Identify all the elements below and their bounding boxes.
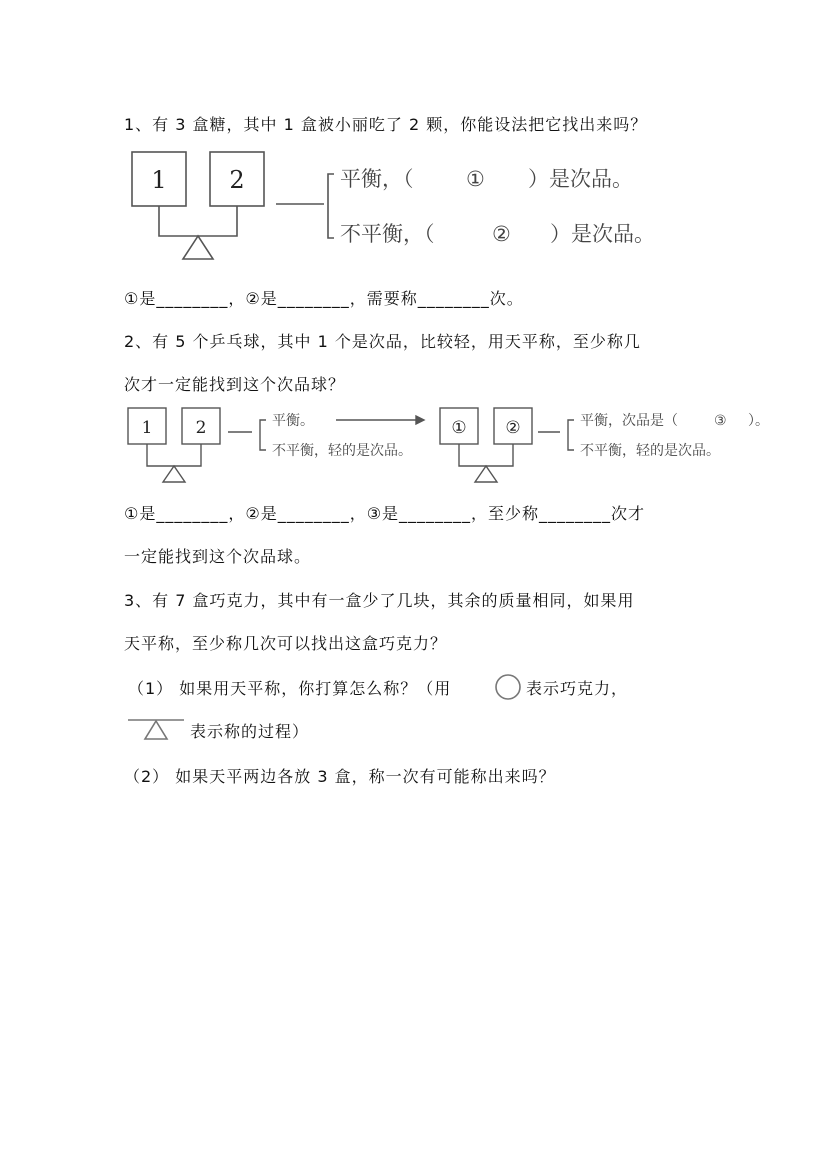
q1-branch-balanced-mark: ① — [466, 167, 485, 191]
question-3-sub-1-line-2: 表示称的过程） — [190, 722, 310, 741]
q1-balance-beam — [159, 206, 237, 236]
q1-fulcrum-triangle — [183, 236, 213, 259]
question-2-answer-line-2: 一定能找到这个次品球。 — [124, 547, 312, 566]
q2-fulcrum-triangle-2 — [475, 466, 497, 482]
q2-branch-balanced: 平衡。 — [272, 413, 314, 429]
question-3-sub-1-part-1: （1） 如果用天平称，你打算怎么称？（用 — [128, 679, 452, 698]
q2-balance-beam-1 — [147, 444, 201, 466]
q2-box-1-label: 1 — [141, 418, 153, 438]
q2-branch-unbalanced: 不平衡，轻的是次品。 — [272, 443, 412, 459]
question-2-answer-line-1: ①是________，②是________，③是________，至少称________次才 — [124, 504, 646, 523]
question-1-text: 1、有 3 盒糖，其中 1 盒被小丽吃了 2 颗，你能设法把它找出来吗？ — [124, 115, 648, 134]
q2-fulcrum-triangle-1 — [163, 466, 185, 482]
q2-branch2-unbalanced: 不平衡，轻的是次品。 — [580, 443, 720, 459]
question-2-text-line-1: 2、有 5 个乒乓球，其中 1 个是次品，比较轻，用天平称，至少称几 — [124, 332, 641, 351]
q2-branch2-balanced: 平衡，次品是（ — [580, 413, 678, 429]
q1-branch-unbalanced: 不平衡，（ — [340, 222, 435, 246]
question-3-text-line-2: 天平称，至少称几次可以找出这盒巧克力？ — [124, 634, 448, 653]
q1-branch-balanced-end: ）是次品。 — [528, 167, 633, 191]
q1-branch-bracket — [328, 174, 334, 238]
q2-branch-bracket-2 — [568, 420, 574, 450]
q1-branch-unbalanced-end: ）是次品。 — [550, 222, 655, 246]
question-1-balance-diagram — [128, 148, 688, 266]
q2-branch-bracket-1 — [260, 420, 266, 450]
q1-branch-unbalanced-mark: ② — [492, 222, 511, 246]
q2-branch2-balanced-end: ）。 — [748, 413, 769, 429]
question-2-text-line-2: 次才一定能找到这个次品球？ — [124, 375, 346, 394]
q2-box-2-label: 2 — [195, 418, 207, 438]
balance-triangle-icon — [128, 716, 188, 742]
question-1-answer-line: ①是________，②是________，需要称________次。 — [124, 289, 524, 308]
q2-balance-beam-2 — [459, 444, 513, 466]
question-3-sub-2: （2） 如果天平两边各放 3 盒，称一次有可能称出来吗？ — [124, 767, 556, 786]
q2-box-4-label: ② — [505, 418, 521, 438]
q1-box-2-label: 2 — [229, 166, 245, 194]
question-3-sub-1-part-2: 表示巧克力， — [526, 679, 629, 698]
q1-box-1-label: 1 — [151, 166, 167, 194]
q1-branch-balanced: 平衡，（ — [340, 167, 414, 191]
q2-box-3-label: ① — [451, 418, 467, 438]
question-3-text-line-1: 3、有 7 盒巧克力，其中有一盒少了几块，其余的质量相同，如果用 — [124, 591, 635, 610]
circle-icon — [494, 673, 522, 701]
q2-branch2-balanced-mark: ③ — [714, 413, 727, 429]
question-2-balance-diagram — [124, 404, 784, 486]
q2-arrow-head — [416, 416, 424, 424]
